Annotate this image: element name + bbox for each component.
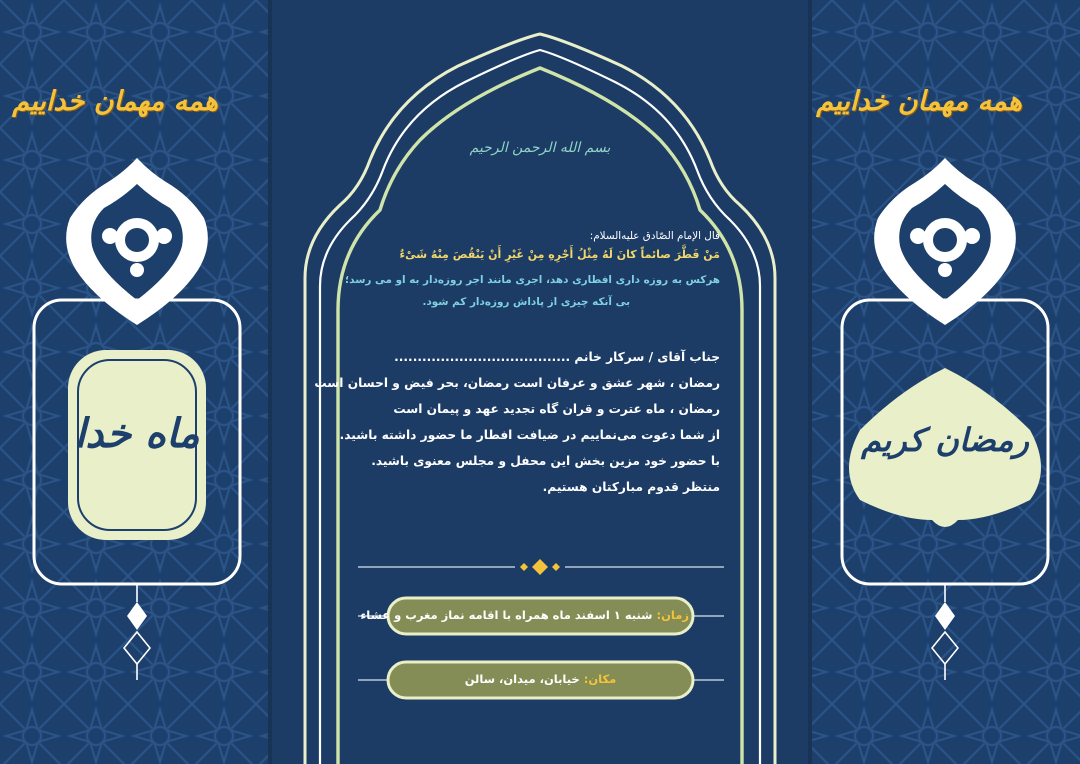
left-header-title: همه مهمان خداییم xyxy=(12,86,218,117)
time-value: شنبه ۱ اسفند ماه همراه با اقامه نماز مغرب و عشاء xyxy=(360,608,653,622)
quote-translation-1: هرکس به روزه داری افطاری دهد، اجری مانند اجر روزه‌دار به او می رسد؛ xyxy=(345,274,720,286)
left-panel-calligraphy: ماه خدا xyxy=(74,410,200,457)
time-text xyxy=(360,608,689,622)
bismillah: بسم الله الرحمن الرحیم xyxy=(469,140,611,156)
salutation-line: جناب آقای / سرکار خانم ...................................... xyxy=(394,350,720,364)
place-label: مکان: xyxy=(583,672,617,686)
time-label: زمان: xyxy=(656,608,689,622)
body-line-1: رمضان ، شهر عشق و عرفان است رمضان، بحر فیض و احسان است xyxy=(314,376,720,390)
quote-translation-2: بی آنکه چیزی از پاداش روزه‌دار کم شود. xyxy=(422,296,630,308)
body-line-3: از شما دعوت می‌نماییم در ضیافت افطار ما حضور داشته باشید. xyxy=(339,428,720,442)
right-header-title: همه مهمان خداییم xyxy=(816,86,1022,117)
body-line-4: با حضور خود مزین بخش این محفل و مجلس معنوی باشید. xyxy=(371,454,720,468)
place-text xyxy=(392,672,689,686)
body-line-5: منتظر قدوم مبارکتان هستیم. xyxy=(542,480,720,494)
right-panel-calligraphy: رمضان کریم xyxy=(861,421,1029,459)
quote-attribution: قال الإمام الصّادق علیه‌السلام: xyxy=(589,230,720,242)
body-line-2: رمضان ، ماه عترت و قران گاه تجدید عهد و پیمان است xyxy=(393,402,720,416)
quote-arabic: مَنْ فَطَّرَ صائماً کانَ لَهُ مِثْلُ أَجْرِهِ مِنْ غَیْرِ أَنْ یَنْقُصَ مِنْهُ شَیْءٌ xyxy=(399,248,720,261)
place-value: خیابان، میدان، سالن xyxy=(464,672,580,686)
